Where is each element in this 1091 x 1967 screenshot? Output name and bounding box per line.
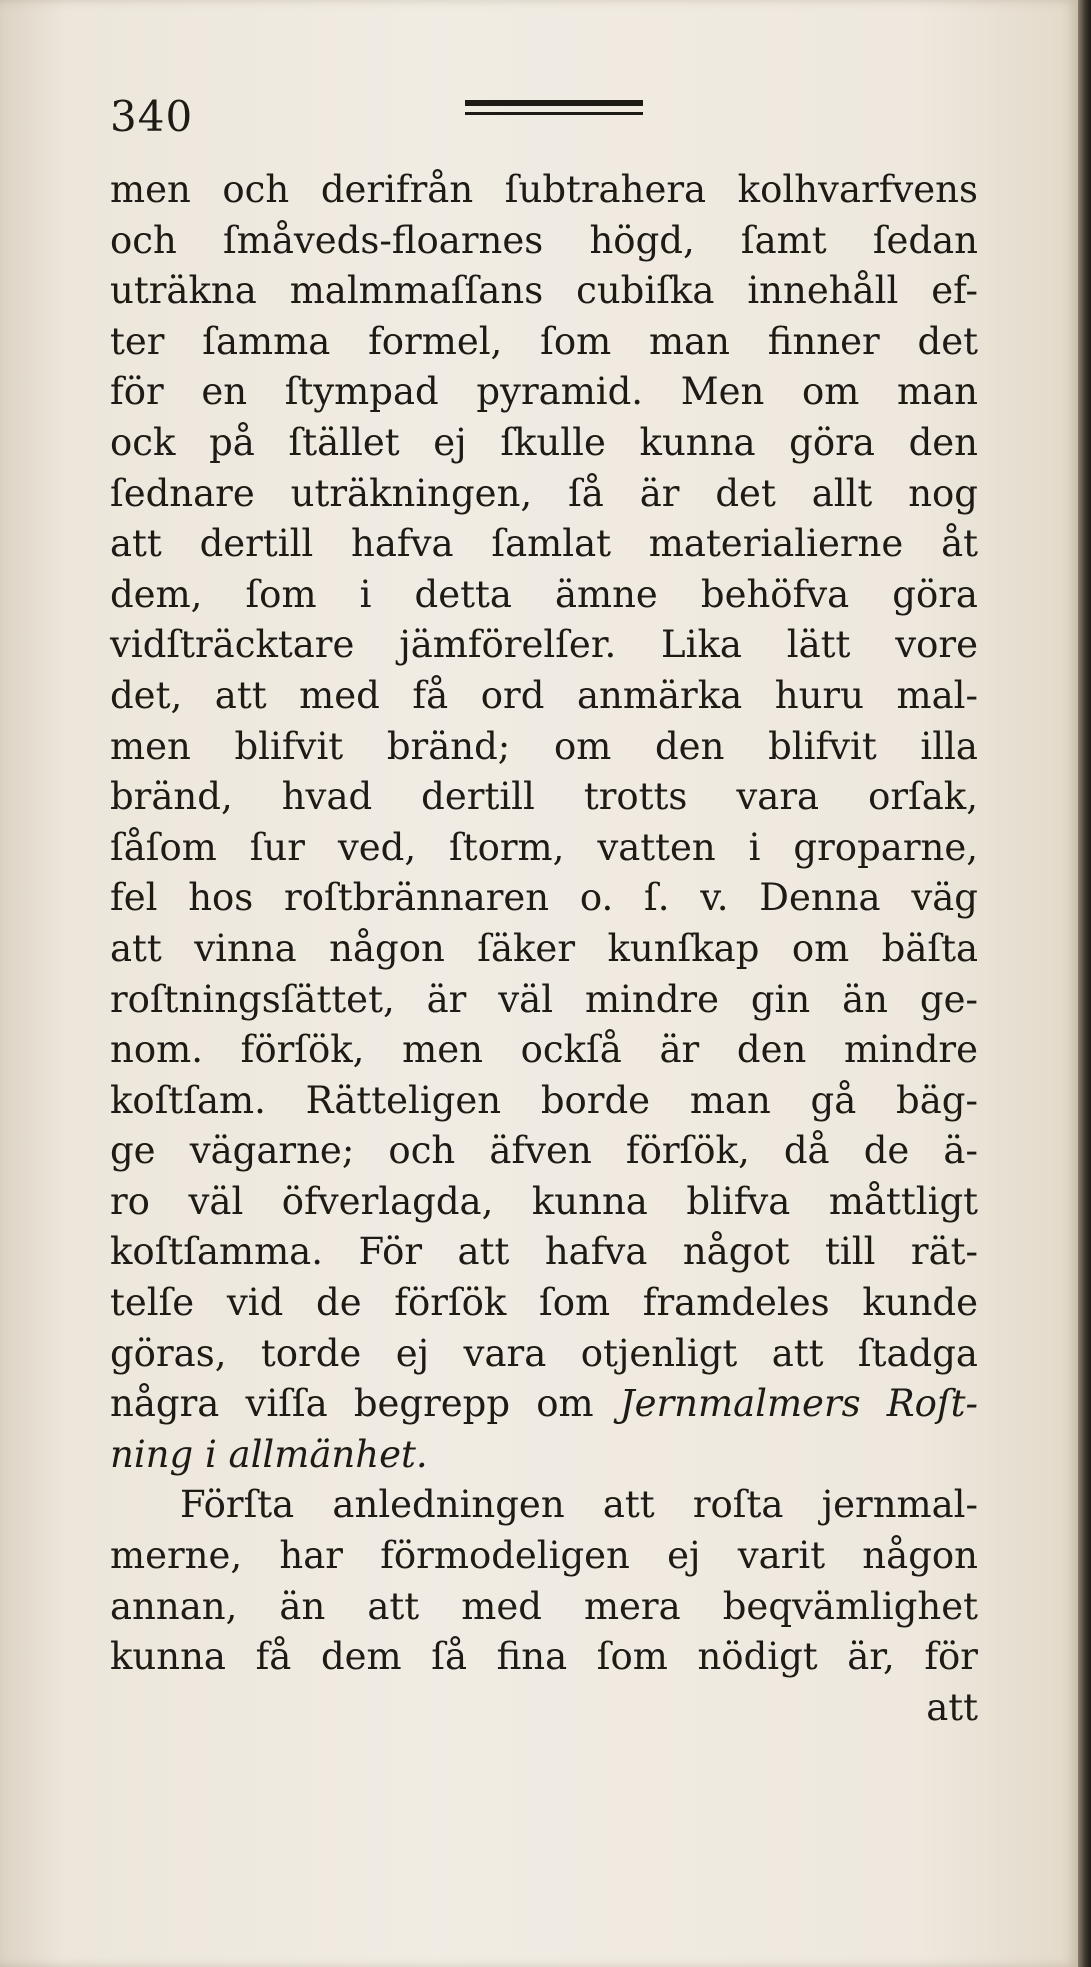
text-line: ock på ſtället ej ſkulle kunna göra den [110, 420, 978, 464]
text-line: ſåſom ſur ved, ſtorm, vatten i groparne, [110, 825, 978, 869]
text-line: dem, ſom i detta ämne behöfva göra [110, 572, 978, 616]
text-line: merne, har förmodeligen ej varit någon [110, 1534, 978, 1578]
text-line: vidſträcktare jämförelſer. Lika lätt vore [110, 623, 978, 667]
text-line: men blifvit bränd; om den blifvit illa [110, 724, 978, 768]
text-line: annan, än att med mera beqvämlighet [110, 1584, 978, 1628]
header-rule [465, 100, 643, 115]
catchword: att [926, 1685, 978, 1729]
text-line [110, 1379, 978, 1430]
text-line: att dertill hafva ſamlat materialierne åt [110, 522, 978, 566]
text-line: ro väl öfverlagda, kunna blifva måttligt [110, 1179, 978, 1223]
text-line: uträkna malmmaſſans cubiſka innehåll ef- [110, 269, 978, 313]
paragraph-first-line: Förſta anledningen att roſta jernmal- [180, 1483, 978, 1527]
text-line: telſe vid de förſök ſom framdeles kunde [110, 1281, 978, 1325]
page-number: 340 [110, 92, 194, 141]
text-line: bränd, hvad dertill trotts vara orſak, [110, 775, 978, 819]
italic-title-run: Jernmalmers Roſt- [619, 1382, 978, 1426]
text-line: nom. förſök, men ockſå är den mindre [110, 1028, 978, 1072]
text-line: kunna få dem ſå fina ſom nödigt är, för [110, 1635, 978, 1679]
text-line: det, att med få ord anmärka huru mal- [110, 673, 978, 717]
text-line: roſtningsſättet, är väl mindre gin än ge- [110, 977, 978, 1021]
text-line: för en ſtympad pyramid. Men om man [110, 370, 978, 414]
text-run: några viſſa begrepp om [110, 1382, 620, 1426]
text-line-italic: ning i allmänhet. [110, 1432, 428, 1476]
text-line: fel hos roſtbrännaren o. ſ. v. Denna väg [110, 876, 978, 920]
page-edge [1078, 0, 1091, 1967]
text-line: men och derifrån ſubtrahera kolhvarfvens [110, 168, 978, 211]
text-line: koſtſam. Rätteligen borde man gå bäg- [110, 1078, 978, 1122]
text-line: och ſmåveds-floarnes högd, ſamt ſedan [110, 218, 978, 262]
text-line: ſednare uträkningen, ſå är det allt nog [110, 471, 978, 515]
text-line: ter ſamma formel, ſom man finner det [110, 319, 978, 363]
text-line: att vinna någon ſäker kunſkap om bäſta [110, 926, 978, 970]
body-text [110, 165, 978, 1733]
text-line: koſtſamma. För att hafva något till rät- [110, 1230, 978, 1274]
text-line: ge vägarne; och äfven förſök, då de ä- [110, 1129, 978, 1173]
text-line: göras, torde ej vara otjenligt att ſtadga [110, 1331, 978, 1375]
